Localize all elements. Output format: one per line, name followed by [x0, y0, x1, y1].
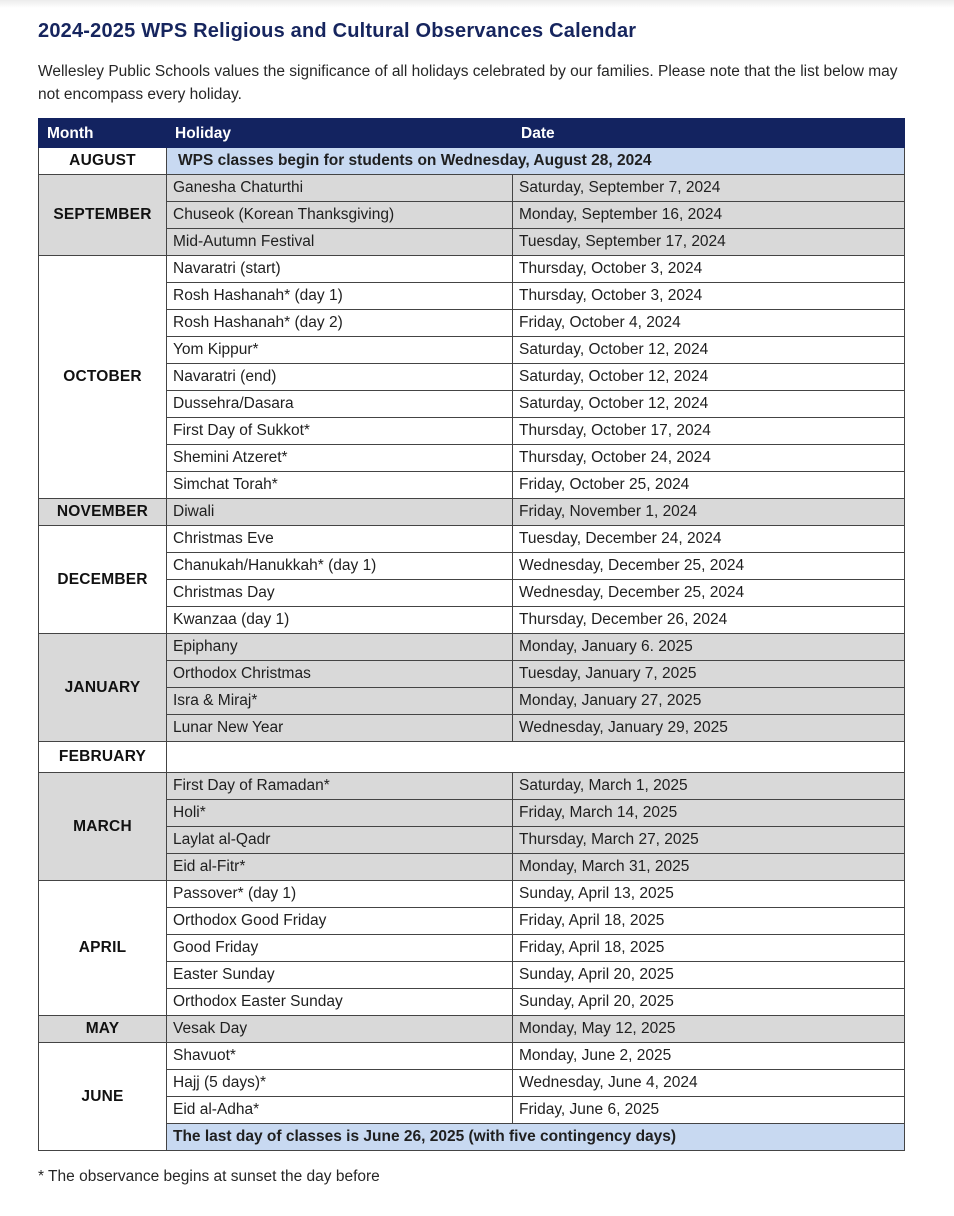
holiday-cell: Rosh Hashanah* (day 2) [167, 310, 513, 337]
holiday-cell: Eid al-Fitr* [167, 854, 513, 881]
date-cell: Tuesday, January 7, 2025 [513, 661, 905, 688]
classes-begin-banner: WPS classes begin for students on Wednesday, August 28, 2024 [167, 148, 905, 175]
date-cell: Wednesday, December 25, 2024 [513, 580, 905, 607]
table-row [39, 688, 905, 715]
holiday-cell: Orthodox Good Friday [167, 908, 513, 935]
date-cell: Wednesday, June 4, 2024 [513, 1070, 905, 1097]
header-month: Month [39, 120, 167, 148]
date-cell: Monday, May 12, 2025 [513, 1016, 905, 1043]
page-title: 2024-2025 WPS Religious and Cultural Observances Calendar [38, 20, 637, 42]
table-row [39, 634, 905, 661]
holiday-cell: Mid-Autumn Festival [167, 229, 513, 256]
table-row [39, 310, 905, 337]
date-cell: Friday, April 18, 2025 [513, 908, 905, 935]
holiday-cell: Diwali [167, 499, 513, 526]
table-row [39, 1043, 905, 1070]
month-february: FEBRUARY [39, 742, 167, 773]
table-row [39, 989, 905, 1016]
table-row [39, 283, 905, 310]
holiday-cell: Good Friday [167, 935, 513, 962]
date-cell: Monday, March 31, 2025 [513, 854, 905, 881]
month-may: MAY [39, 1016, 167, 1043]
table-row [39, 580, 905, 607]
intro-paragraph: Wellesley Public Schools values the significance of all holidays celebrated by our families. Please note that the list below may not encompass every holiday. [38, 63, 898, 103]
month-august: AUGUST [39, 148, 167, 175]
date-cell: Monday, January 27, 2025 [513, 688, 905, 715]
month-october: OCTOBER [39, 256, 167, 499]
date-cell: Friday, October 25, 2024 [513, 472, 905, 499]
date-cell: Friday, October 4, 2024 [513, 310, 905, 337]
table-row [39, 742, 905, 773]
date-cell: Thursday, March 27, 2025 [513, 827, 905, 854]
table-row [39, 553, 905, 580]
holiday-cell: Holi* [167, 800, 513, 827]
table-row [39, 445, 905, 472]
holiday-cell: First Day of Ramadan* [167, 773, 513, 800]
holiday-cell: Vesak Day [167, 1016, 513, 1043]
date-cell: Saturday, March 1, 2025 [513, 773, 905, 800]
table-row [39, 715, 905, 742]
date-cell: Sunday, April 20, 2025 [513, 962, 905, 989]
table-row [39, 148, 905, 175]
holiday-cell: Navaratri (end) [167, 364, 513, 391]
date-cell: Wednesday, January 29, 2025 [513, 715, 905, 742]
date-cell: Monday, June 2, 2025 [513, 1043, 905, 1070]
date-cell: Sunday, April 20, 2025 [513, 989, 905, 1016]
table-row [39, 202, 905, 229]
footnote: * The observance begins at sunset the day before [38, 1168, 380, 1185]
table-row [39, 472, 905, 499]
month-november: NOVEMBER [39, 499, 167, 526]
date-cell: Thursday, October 17, 2024 [513, 418, 905, 445]
last-day-banner: The last day of classes is June 26, 2025 (with five contingency days) [167, 1124, 905, 1151]
table-row [39, 607, 905, 634]
holiday-cell: Orthodox Easter Sunday [167, 989, 513, 1016]
month-december: DECEMBER [39, 526, 167, 634]
table-row [39, 1097, 905, 1124]
date-cell: Friday, November 1, 2024 [513, 499, 905, 526]
month-january: JANUARY [39, 634, 167, 742]
date-cell: Friday, March 14, 2025 [513, 800, 905, 827]
month-september: SEPTEMBER [39, 175, 167, 256]
table-header-row [39, 120, 905, 148]
holiday-cell: Kwanzaa (day 1) [167, 607, 513, 634]
table-row [39, 337, 905, 364]
table-row [39, 526, 905, 553]
table-row [39, 364, 905, 391]
holiday-cell: Passover* (day 1) [167, 881, 513, 908]
date-cell: Tuesday, September 17, 2024 [513, 229, 905, 256]
holiday-cell: Rosh Hashanah* (day 1) [167, 283, 513, 310]
date-cell: Thursday, October 24, 2024 [513, 445, 905, 472]
table-row [39, 827, 905, 854]
holiday-cell: Navaratri (start) [167, 256, 513, 283]
table-row [39, 908, 905, 935]
date-cell: Monday, September 16, 2024 [513, 202, 905, 229]
date-cell: Thursday, October 3, 2024 [513, 256, 905, 283]
holiday-cell: Christmas Eve [167, 526, 513, 553]
table-row [39, 256, 905, 283]
holiday-cell: Eid al-Adha* [167, 1097, 513, 1124]
date-cell: Friday, June 6, 2025 [513, 1097, 905, 1124]
header-date: Date [513, 120, 905, 148]
holiday-cell: Hajj (5 days)* [167, 1070, 513, 1097]
holiday-cell: Shavuot* [167, 1043, 513, 1070]
header-holiday: Holiday [167, 120, 513, 148]
date-cell: Tuesday, December 24, 2024 [513, 526, 905, 553]
holiday-cell: Lunar New Year [167, 715, 513, 742]
table-row [39, 499, 905, 526]
date-cell: Monday, January 6. 2025 [513, 634, 905, 661]
holiday-cell: First Day of Sukkot* [167, 418, 513, 445]
month-march: MARCH [39, 773, 167, 881]
holiday-cell: Orthodox Christmas [167, 661, 513, 688]
empty-cell [167, 742, 905, 773]
table-row [39, 1124, 905, 1151]
holiday-cell: Easter Sunday [167, 962, 513, 989]
table-row [39, 935, 905, 962]
date-cell: Friday, April 18, 2025 [513, 935, 905, 962]
holiday-cell: Epiphany [167, 634, 513, 661]
holiday-cell: Shemini Atzeret* [167, 445, 513, 472]
holiday-cell: Laylat al-Qadr [167, 827, 513, 854]
table-row [39, 800, 905, 827]
holiday-cell: Christmas Day [167, 580, 513, 607]
month-april: APRIL [39, 881, 167, 1016]
holiday-cell: Dussehra/Dasara [167, 391, 513, 418]
table-row [39, 418, 905, 445]
holiday-cell: Isra & Miraj* [167, 688, 513, 715]
observances-table [38, 118, 905, 1151]
month-june: JUNE [39, 1043, 167, 1151]
date-cell: Thursday, October 3, 2024 [513, 283, 905, 310]
holiday-cell: Ganesha Chaturthi [167, 175, 513, 202]
holiday-cell: Simchat Torah* [167, 472, 513, 499]
table-row [39, 229, 905, 256]
table-row [39, 962, 905, 989]
date-cell: Saturday, October 12, 2024 [513, 337, 905, 364]
table-row [39, 1016, 905, 1043]
table-row [39, 175, 905, 202]
table-row [39, 1070, 905, 1097]
date-cell: Sunday, April 13, 2025 [513, 881, 905, 908]
date-cell: Thursday, December 26, 2024 [513, 607, 905, 634]
date-cell: Saturday, September 7, 2024 [513, 175, 905, 202]
holiday-cell: Chuseok (Korean Thanksgiving) [167, 202, 513, 229]
table-row [39, 881, 905, 908]
date-cell: Wednesday, December 25, 2024 [513, 553, 905, 580]
page-top-edge [0, 0, 954, 8]
table-row [39, 854, 905, 881]
holiday-cell: Chanukah/Hanukkah* (day 1) [167, 553, 513, 580]
table-row [39, 773, 905, 800]
date-cell: Saturday, October 12, 2024 [513, 391, 905, 418]
table-row [39, 661, 905, 688]
date-cell: Saturday, October 12, 2024 [513, 364, 905, 391]
holiday-cell: Yom Kippur* [167, 337, 513, 364]
table-row [39, 391, 905, 418]
